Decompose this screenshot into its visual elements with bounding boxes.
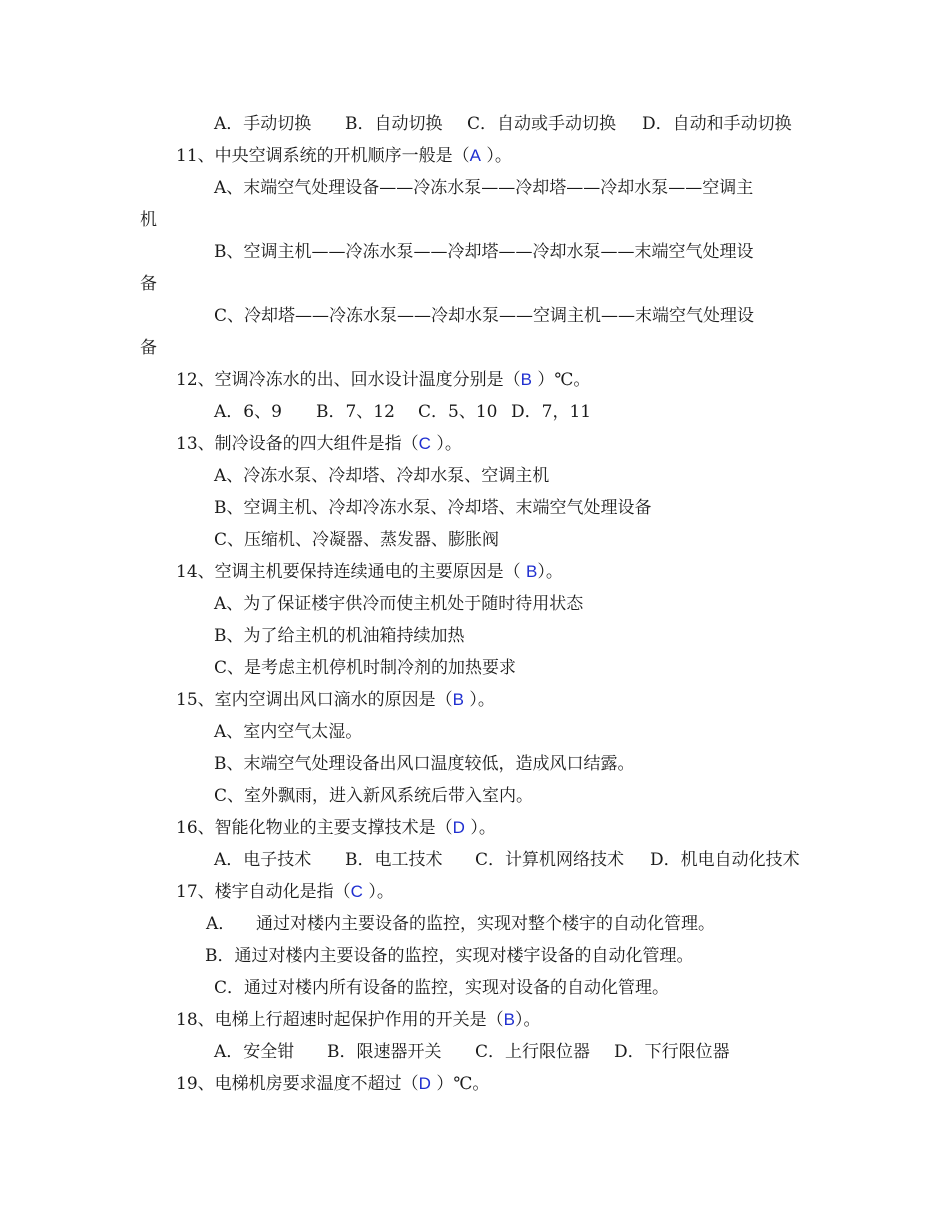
- q17-option-a: 通过对楼内主要设备的监控，实现对整个楼宇的自动化管理。: [256, 914, 715, 934]
- q19-close: ）℃。: [430, 1074, 490, 1094]
- q13-option-c: C、压缩机、冷凝器、蒸发器、膨胀阀: [214, 530, 500, 550]
- q17-option-a-label: A．: [206, 914, 236, 934]
- q13-question: [176, 432, 462, 456]
- q17-answer: C: [350, 882, 363, 901]
- q12-option-d: D．7，11: [511, 402, 592, 422]
- q15-answer: B: [452, 690, 464, 709]
- q12-option-b: B．7、12: [316, 402, 395, 422]
- q19-text: 19、电梯机房要求温度不超过（: [176, 1074, 419, 1094]
- q13-option-a: A、冷冻水泵、冷却塔、冷却水泵、空调主机: [214, 466, 550, 486]
- q11-text: 11、中央空调系统的开机顺序一般是（: [176, 146, 470, 166]
- q18-option-a: A．安全钳: [214, 1042, 295, 1062]
- q16-close: ）。: [464, 818, 496, 838]
- q16-text: 16、智能化物业的主要支撑技术是（: [176, 818, 453, 838]
- q11-option-c-wrap: 备: [140, 338, 157, 358]
- q16-option-c: C．计算机网络技术: [475, 850, 625, 870]
- q13-option-b: B、空调主机、冷却冷冻水泵、冷却塔、末端空气处理设备: [214, 498, 652, 518]
- q16-option-b: B．电工技术: [345, 850, 443, 870]
- q13-answer: C: [418, 434, 431, 453]
- q11-close: ）。: [480, 146, 512, 166]
- q12-text: 12、空调冷冻水的出、回水设计温度分别是（: [176, 370, 521, 390]
- q17-text: 17、楼宇自动化是指（: [176, 882, 351, 902]
- q14-close: ）。: [537, 562, 563, 582]
- q18-text: 18、电梯上行超速时起保护作用的开关是（: [176, 1010, 504, 1030]
- q16-option-d: D．机电自动化技术: [650, 850, 800, 870]
- q12-option-a: A．6、9: [214, 402, 282, 422]
- q15-option-a: A、室内空气太湿。: [214, 722, 363, 742]
- q11-question: [176, 144, 512, 168]
- q17-option-c: C．通过对楼内所有设备的监控，实现对设备的自动化管理。: [214, 978, 670, 998]
- q12-close: ）℃。: [531, 370, 591, 390]
- q12-answer: B: [520, 370, 532, 389]
- q17-option-b: B．通过对楼内主要设备的监控，实现对楼宇设备的自动化管理。: [205, 946, 694, 966]
- q16-question: [176, 816, 496, 840]
- q12-question: [176, 368, 590, 392]
- q18-option-c: C．上行限位器: [475, 1042, 591, 1062]
- q14-option-a: A、为了保证楼宇供冷而使主机处于随时待用状态: [214, 594, 584, 614]
- q14-option-b: B、为了给主机的机油箱持续加热: [214, 626, 465, 646]
- q18-close: ）。: [514, 1010, 541, 1030]
- q11-option-a-wrap: 机: [140, 210, 157, 230]
- q11-option-b-wrap: 备: [140, 274, 157, 294]
- q11-option-a: A、末端空气处理设备——冷冻水泵——冷却塔——冷却水泵——空调主: [214, 178, 754, 198]
- q17-question: [176, 880, 394, 904]
- q18-answer: B: [503, 1010, 515, 1029]
- q10-option-b: B．自动切换: [345, 114, 443, 134]
- q11-answer: A: [469, 146, 481, 165]
- q18-question: [176, 1008, 540, 1032]
- q13-close: ）。: [430, 434, 462, 454]
- q12-option-c: C．5、10: [418, 402, 498, 422]
- q11-option-b: B、空调主机——冷冻水泵——冷却塔——冷却水泵——末端空气处理设: [214, 242, 754, 262]
- q10-option-d: D．自动和手动切换: [642, 114, 792, 134]
- q14-option-c: C、是考虑主机停机时制冷剂的加热要求: [214, 658, 517, 678]
- q11-option-c: C、冷却塔——冷冻水泵——冷却水泵——空调主机——末端空气处理设: [214, 306, 755, 326]
- q14-question: [176, 560, 563, 584]
- q16-option-a: A．电子技术: [214, 850, 312, 870]
- q13-text: 13、制冷设备的四大组件是指（: [176, 434, 419, 454]
- q19-answer: D: [418, 1074, 431, 1093]
- q14-answer: B: [526, 562, 538, 581]
- q19-question: [176, 1072, 489, 1096]
- q15-close: ）。: [463, 690, 495, 710]
- q10-option-c: C．自动或手动切换: [467, 114, 617, 134]
- q18-option-b: B．限速器开关: [327, 1042, 442, 1062]
- q10-option-a: A．手动切换: [214, 114, 312, 134]
- q15-option-b: B、末端空气处理设备出风口温度较低，造成风口结露。: [214, 754, 635, 774]
- q16-answer: D: [452, 818, 465, 837]
- q14-text: 14、空调主机要保持连续通电的主要原因是（: [176, 562, 527, 582]
- q15-option-c: C、室外飘雨，进入新风系统后带入室内。: [214, 786, 534, 806]
- q17-close: ）。: [362, 882, 394, 902]
- q15-question: [176, 688, 495, 712]
- q15-text: 15、室内空调出风口滴水的原因是（: [176, 690, 453, 710]
- q18-option-d: D．下行限位器: [614, 1042, 730, 1062]
